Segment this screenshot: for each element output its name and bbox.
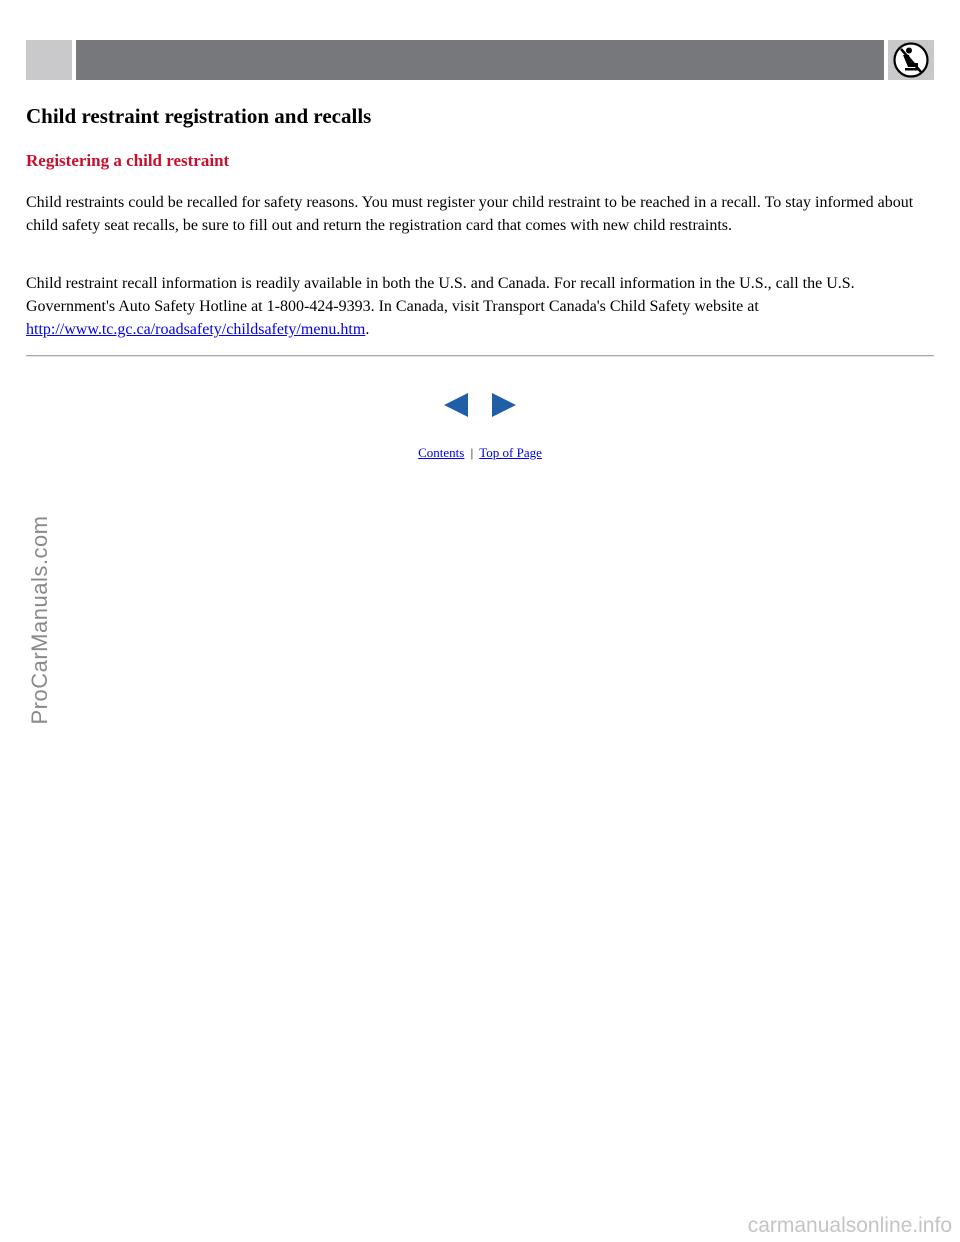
top-of-page-link[interactable]: Top of Page <box>479 445 542 460</box>
header-icon-block <box>888 40 934 80</box>
header-left-block <box>26 40 72 80</box>
section-heading: Registering a child restraint <box>26 151 230 170</box>
child-seat-warning-icon <box>893 42 929 78</box>
contents-link[interactable]: Contents <box>418 445 465 460</box>
bottom-watermark: carmanualsonline.info <box>747 1214 952 1237</box>
header-bar <box>26 40 934 80</box>
divider <box>26 355 934 357</box>
footer-separator: | <box>470 445 474 460</box>
page-title: Child restraint registration and recalls <box>26 104 372 128</box>
transport-canada-link[interactable]: http://www.tc.gc.ca/roadsafety/childsafety/menu.htm <box>26 321 366 338</box>
paragraph-recall-text: Child restraint recall information is readily available in both the U.S. and Canada. For recall information in the U.S., call the U.S. Government's Auto Safety Hotline at 1-800-424-9393. In Canada, visit Transport Canada's Child Safety website at <box>26 275 855 315</box>
side-watermark: ProCarManuals.com <box>27 515 52 725</box>
footer-links <box>0 444 960 462</box>
arrow-left-icon[interactable] <box>443 392 469 418</box>
paragraph-recall-end: . <box>365 321 370 338</box>
page-navigation <box>443 392 517 418</box>
header-main-block <box>76 40 884 80</box>
arrow-right-icon[interactable] <box>491 392 517 418</box>
paragraph-recall-info <box>26 272 936 341</box>
paragraph-registration: Child restraints could be recalled for safety reasons. You must register your child restraint to be reached in a recall. To stay informed about child safety seat recalls, be sure to fill out and return the registration card that comes with new child restraints. <box>26 194 914 234</box>
